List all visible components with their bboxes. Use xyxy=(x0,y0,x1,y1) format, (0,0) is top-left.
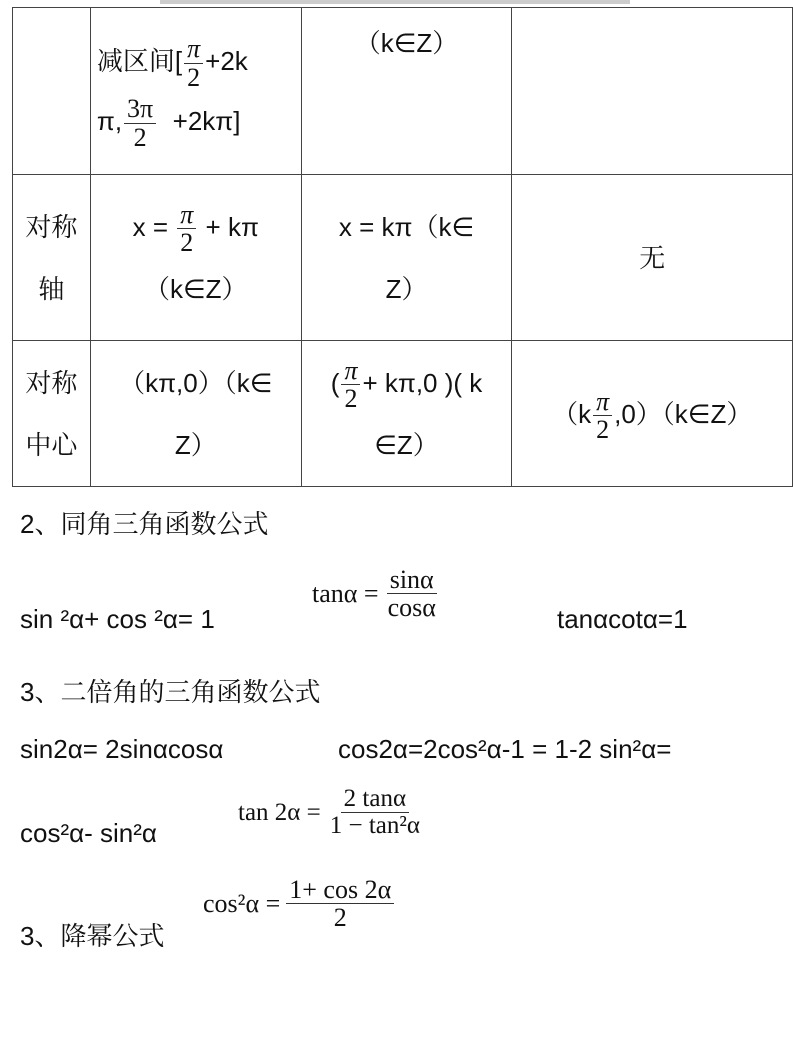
text: x = kπ（k∈ xyxy=(338,211,475,242)
section-heading: 3、降幂公式 xyxy=(20,921,165,951)
formula-power-reduction xyxy=(203,876,396,932)
text: 中心 xyxy=(25,429,78,460)
fraction xyxy=(593,388,612,444)
text: Z） xyxy=(385,273,428,304)
formula-cos2a-cont: cos²α- sin²α xyxy=(20,818,157,848)
row-label xyxy=(13,341,91,487)
text: ∈Z） xyxy=(374,429,439,460)
numerator: 1+ cos 2α xyxy=(286,876,394,904)
lhs: tanα = xyxy=(312,578,379,608)
numerator: 2 tanα xyxy=(341,786,409,813)
section-heading: 2、同角三角函数公式 xyxy=(20,509,269,539)
fraction xyxy=(184,35,203,91)
text: π, xyxy=(96,106,123,136)
text: 轴 xyxy=(38,273,65,304)
cell-domain-note xyxy=(301,8,512,175)
denominator: 2 xyxy=(187,62,201,92)
table-row-center xyxy=(13,341,793,487)
fraction xyxy=(327,786,423,840)
fraction xyxy=(385,566,439,622)
lhs: cos²α = xyxy=(203,888,281,918)
text: （k∈Z） xyxy=(354,28,459,58)
numerator: π xyxy=(177,201,196,229)
trig-properties-table xyxy=(12,7,793,487)
cropped-text-strip xyxy=(160,0,630,4)
text: +2k xyxy=(205,46,248,76)
numerator: π xyxy=(184,35,203,63)
text: ( xyxy=(330,367,340,398)
cell-decreasing-interval xyxy=(90,8,301,175)
denominator: cosα xyxy=(387,593,436,623)
denominator: 1 − tan²α xyxy=(329,812,420,840)
cell-sin-axis xyxy=(90,175,301,341)
cell-tan-axis xyxy=(512,175,793,341)
cell-cos-center xyxy=(301,341,512,487)
table-row-axis xyxy=(13,175,793,341)
text: 对称 xyxy=(25,211,78,242)
denominator: 2 xyxy=(133,122,147,152)
denominator: 2 xyxy=(180,228,194,258)
lhs: tan 2α = xyxy=(238,798,321,826)
denominator: 2 xyxy=(596,415,610,445)
text: 无 xyxy=(639,242,666,273)
formula-cos2a: cos2α=2cos²α-1 = 1-2 sin²α= xyxy=(338,734,672,764)
denominator: 2 xyxy=(333,903,347,933)
text: + kπ xyxy=(205,211,259,242)
numerator: 3π xyxy=(124,95,156,123)
fraction xyxy=(177,201,196,257)
cell-empty xyxy=(512,8,793,175)
text: （k∈Z） xyxy=(143,273,248,304)
formula-tan2a xyxy=(238,786,425,840)
text: x = xyxy=(132,211,169,242)
text: + kπ,0 )( k xyxy=(362,367,483,398)
fraction xyxy=(124,95,156,151)
text: （kπ,0）（k∈ xyxy=(119,367,273,398)
text: ,0）（k∈Z） xyxy=(614,398,753,429)
cell-cos-axis xyxy=(301,175,512,341)
table-row-decreasing xyxy=(13,8,793,175)
numerator: sinα xyxy=(387,566,437,594)
text: Z） xyxy=(174,429,217,460)
text: +2kπ] xyxy=(172,106,241,136)
cell-empty xyxy=(13,8,91,175)
numerator: π xyxy=(593,388,612,416)
text: （k xyxy=(552,398,592,429)
cell-sin-center xyxy=(90,341,301,487)
formula-pythagorean: sin ²α+ cos ²α= 1 xyxy=(20,604,215,634)
cell-tan-center xyxy=(512,341,793,487)
formula-tan-cot: tanαcotα=1 xyxy=(557,604,688,634)
text: 对称 xyxy=(25,367,78,398)
denominator: 2 xyxy=(344,384,358,414)
numerator: π xyxy=(341,357,360,385)
fraction xyxy=(286,876,394,932)
section-heading: 3、二倍角的三角函数公式 xyxy=(20,677,321,707)
formula-sin2a: sin2α= 2sinαcosα xyxy=(20,734,224,764)
formula-tan-quotient xyxy=(312,566,441,622)
row-label xyxy=(13,175,91,341)
fraction xyxy=(341,357,360,413)
text: 减区间[ xyxy=(96,46,183,76)
